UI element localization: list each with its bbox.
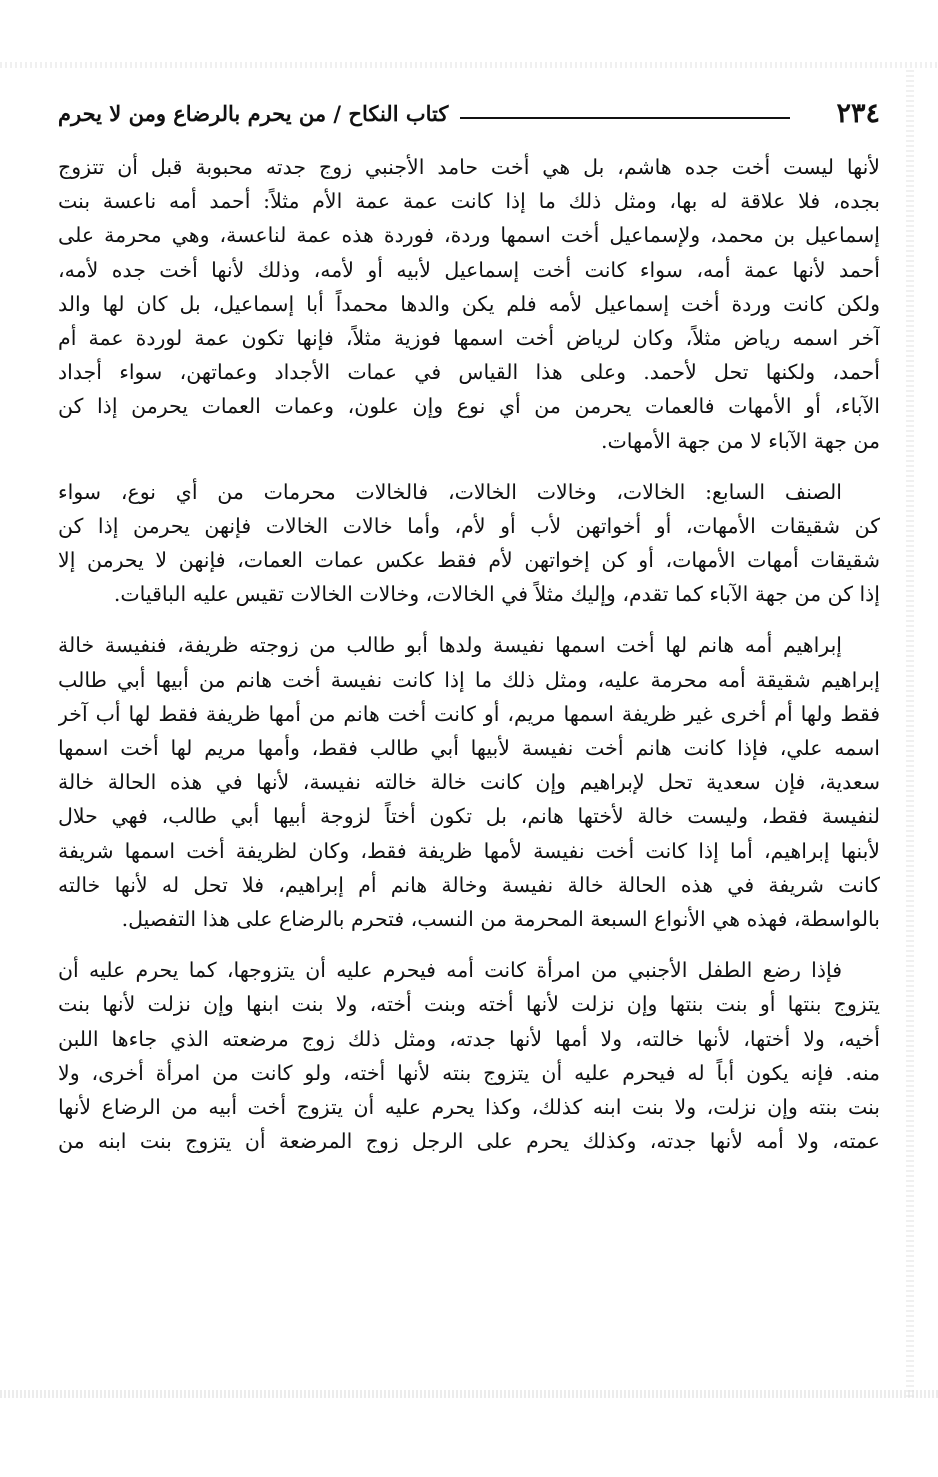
- text-line: أحمد، ولكنها تحل لأحمد. وعلى هذا القياس في عمات الأجداد وعماتهن، سواء أجداد: [58, 360, 880, 385]
- text-line: لأبنها إبراهيم، أما إذا كانت أخت نفيسة لأمها ظريفة فقط، وكان لظريفة أخت اسمها شريفة: [58, 838, 880, 863]
- text-line: من جهة الآباء لا من جهة الأمهات.: [600, 428, 880, 453]
- paragraph-3: [58, 628, 880, 936]
- body-text: [58, 150, 880, 1158]
- text-line: لنفيسة فقط، وليست خالة لأختها هانم، بل تكون أختاً لزوجة أبيها أبي طالب، فهي حلال: [58, 804, 880, 829]
- text-line: الصنف السابع: الخالات، وخالات الخالات، فالخالات محرمات من أي نوع، سواء: [58, 479, 842, 504]
- text-line: إبراهيم أمه هانم لها أخت اسمها نفيسة ولدها أبو طالب من زوجته ظريفة، فنفيسة خالة: [58, 633, 842, 658]
- text-line: فقط ولها أم أخرى غير ظريفة اسمها مريم، أو كانت أخت هانم من أمها ظريفة فقط لها أب آخر: [58, 701, 880, 726]
- page-header: [58, 96, 880, 132]
- paragraph-gap: [58, 611, 880, 628]
- text-line: عمته، ولا أمه لأنها جدته، وكذلك يحرم على الرجل زوج المرضعة أن يتزوج بنت ابنه من: [58, 1129, 880, 1154]
- text-line: كن شقيقات الأمهات، أو أخواتهن لأب أو لأم، وأما خالات الخالات فإنهن يحرمن إذا كن: [58, 513, 880, 538]
- paragraph-4: [58, 953, 880, 1158]
- text-line: لأنها ليست أخت جده هاشم، بل هي أخت حامد الأجنبي زوج جدته محبوبة قبل أن تتزوج: [58, 155, 880, 179]
- text-line: منه. فإنه يكون أباً له فيحرم عليه أن يتزوج بنته لأنها أخته، ولو كانت من امرأة أخرى، ولا: [58, 1060, 880, 1085]
- text-line: إسماعيل بن محمد، ولإسماعيل أخت اسمها وردة، فوردة هذه عمة لناعسة، وهي محرمة على: [58, 223, 880, 248]
- paragraph-2: [58, 475, 880, 612]
- scan-noise-bottom: [0, 1390, 938, 1398]
- text-line: أحمد لأنها عمة أمه، سواء كانت أخت إسماعيل لأبيه أو لأمه، وذلك لأنها أخت جده لأمه،: [58, 257, 880, 282]
- text-line: كانت شريفة في هذه الحالة خالة نفيسة وخالة هانم أم إبراهيم، فلا تحل له لأنها خالته: [58, 872, 880, 897]
- text-line: بجده، فلا علاقة له بها، ومثل ذلك ما إذا كانت عمة عمة الأم مثلاً: أحمد أمه ناعسة بنت: [58, 189, 880, 214]
- text-line: سعدية، فإن سعدية تحل لإبراهيم وإن كانت خالة خالته نفيسة، لأنها في هذه الحالة خالة: [58, 770, 880, 795]
- paragraph-gap: [58, 458, 880, 475]
- text-line: اسمه علي، فإذا كانت هانم أخت نفيسة لأبيها أبي طالب فقط، وأمها مريم لها أخت اسمها: [58, 736, 880, 760]
- paragraph-gap: [58, 936, 880, 953]
- header-rule: [460, 117, 790, 119]
- text-line: آخر اسمه رياض مثلاً، وكان لرياض أخت اسمها فوزية مثلاً، فإنها تكون عمة لوردة عمة أم: [58, 325, 880, 350]
- text-line: فإذا رضع الطفل الأجنبي من امرأة كانت أمه فيحرم عليه أن يتزوجها، كما يحرم عليه أن: [58, 958, 842, 983]
- scan-noise-right: [906, 70, 914, 1400]
- text-line: بالواسطة، فهذه هي الأنواع السبعة المحرمة من النسب، فتحرم بالرضاع على هذا التفصيل.: [121, 906, 880, 931]
- text-line: إبراهيم شقيقة أمه محرمة عليه، ومثل ذلك ما إذا كانت نفيسة أخت هانم من أبيها أبي طالب: [58, 667, 880, 692]
- text-line: أخيه، ولا أختها، لأنها خالته، ولا أمها لأنها جدته، ومثل ذلك زوج مرضعته الذي جاءها اللبن: [58, 1026, 880, 1051]
- text-line: شقيقات أمهات الأمهات، أو كن إخواتهن لأم فقط عكس عمات العمات، فإنهن لا يحرمن إلا: [58, 548, 880, 573]
- text-line: الآباء، أو الأمهات فالعمات يحرمن من أي نوع وإن علون، وعمات العمات يحرمن إذا كن: [58, 394, 880, 419]
- text-line: يتزوج بنتها أو بنت بنتها وإن نزلت لأنها أخته وبنت أخته، ولا بنت ابنها وإن نزلت لأنها بنت: [58, 992, 880, 1017]
- running-title: كتاب النكاح / من يحرم بالرضاع ومن لا يحرم: [58, 101, 449, 126]
- text-line: إذا كن من جهة الآباء كما تقدم، وإليك مثلاً في الخالات، وخالات الخالات تقيس عليه الباقيات.: [113, 582, 880, 607]
- text-line: بنت بنته وإن نزلت، ولا بنت ابنه كذلك، وكذا يحرم عليه أن يتزوج أخت أبيه من الرضاع لأنها: [58, 1094, 880, 1119]
- scan-noise-top: [0, 62, 938, 68]
- page-number: ٢٣٤: [836, 98, 880, 129]
- text-line: ولكن كانت وردة أخت إسماعيل لأمه فلم يكن والدها محمداً أبا إسماعيل، بل كان لها والد: [58, 291, 880, 316]
- paragraph-1: [58, 150, 880, 458]
